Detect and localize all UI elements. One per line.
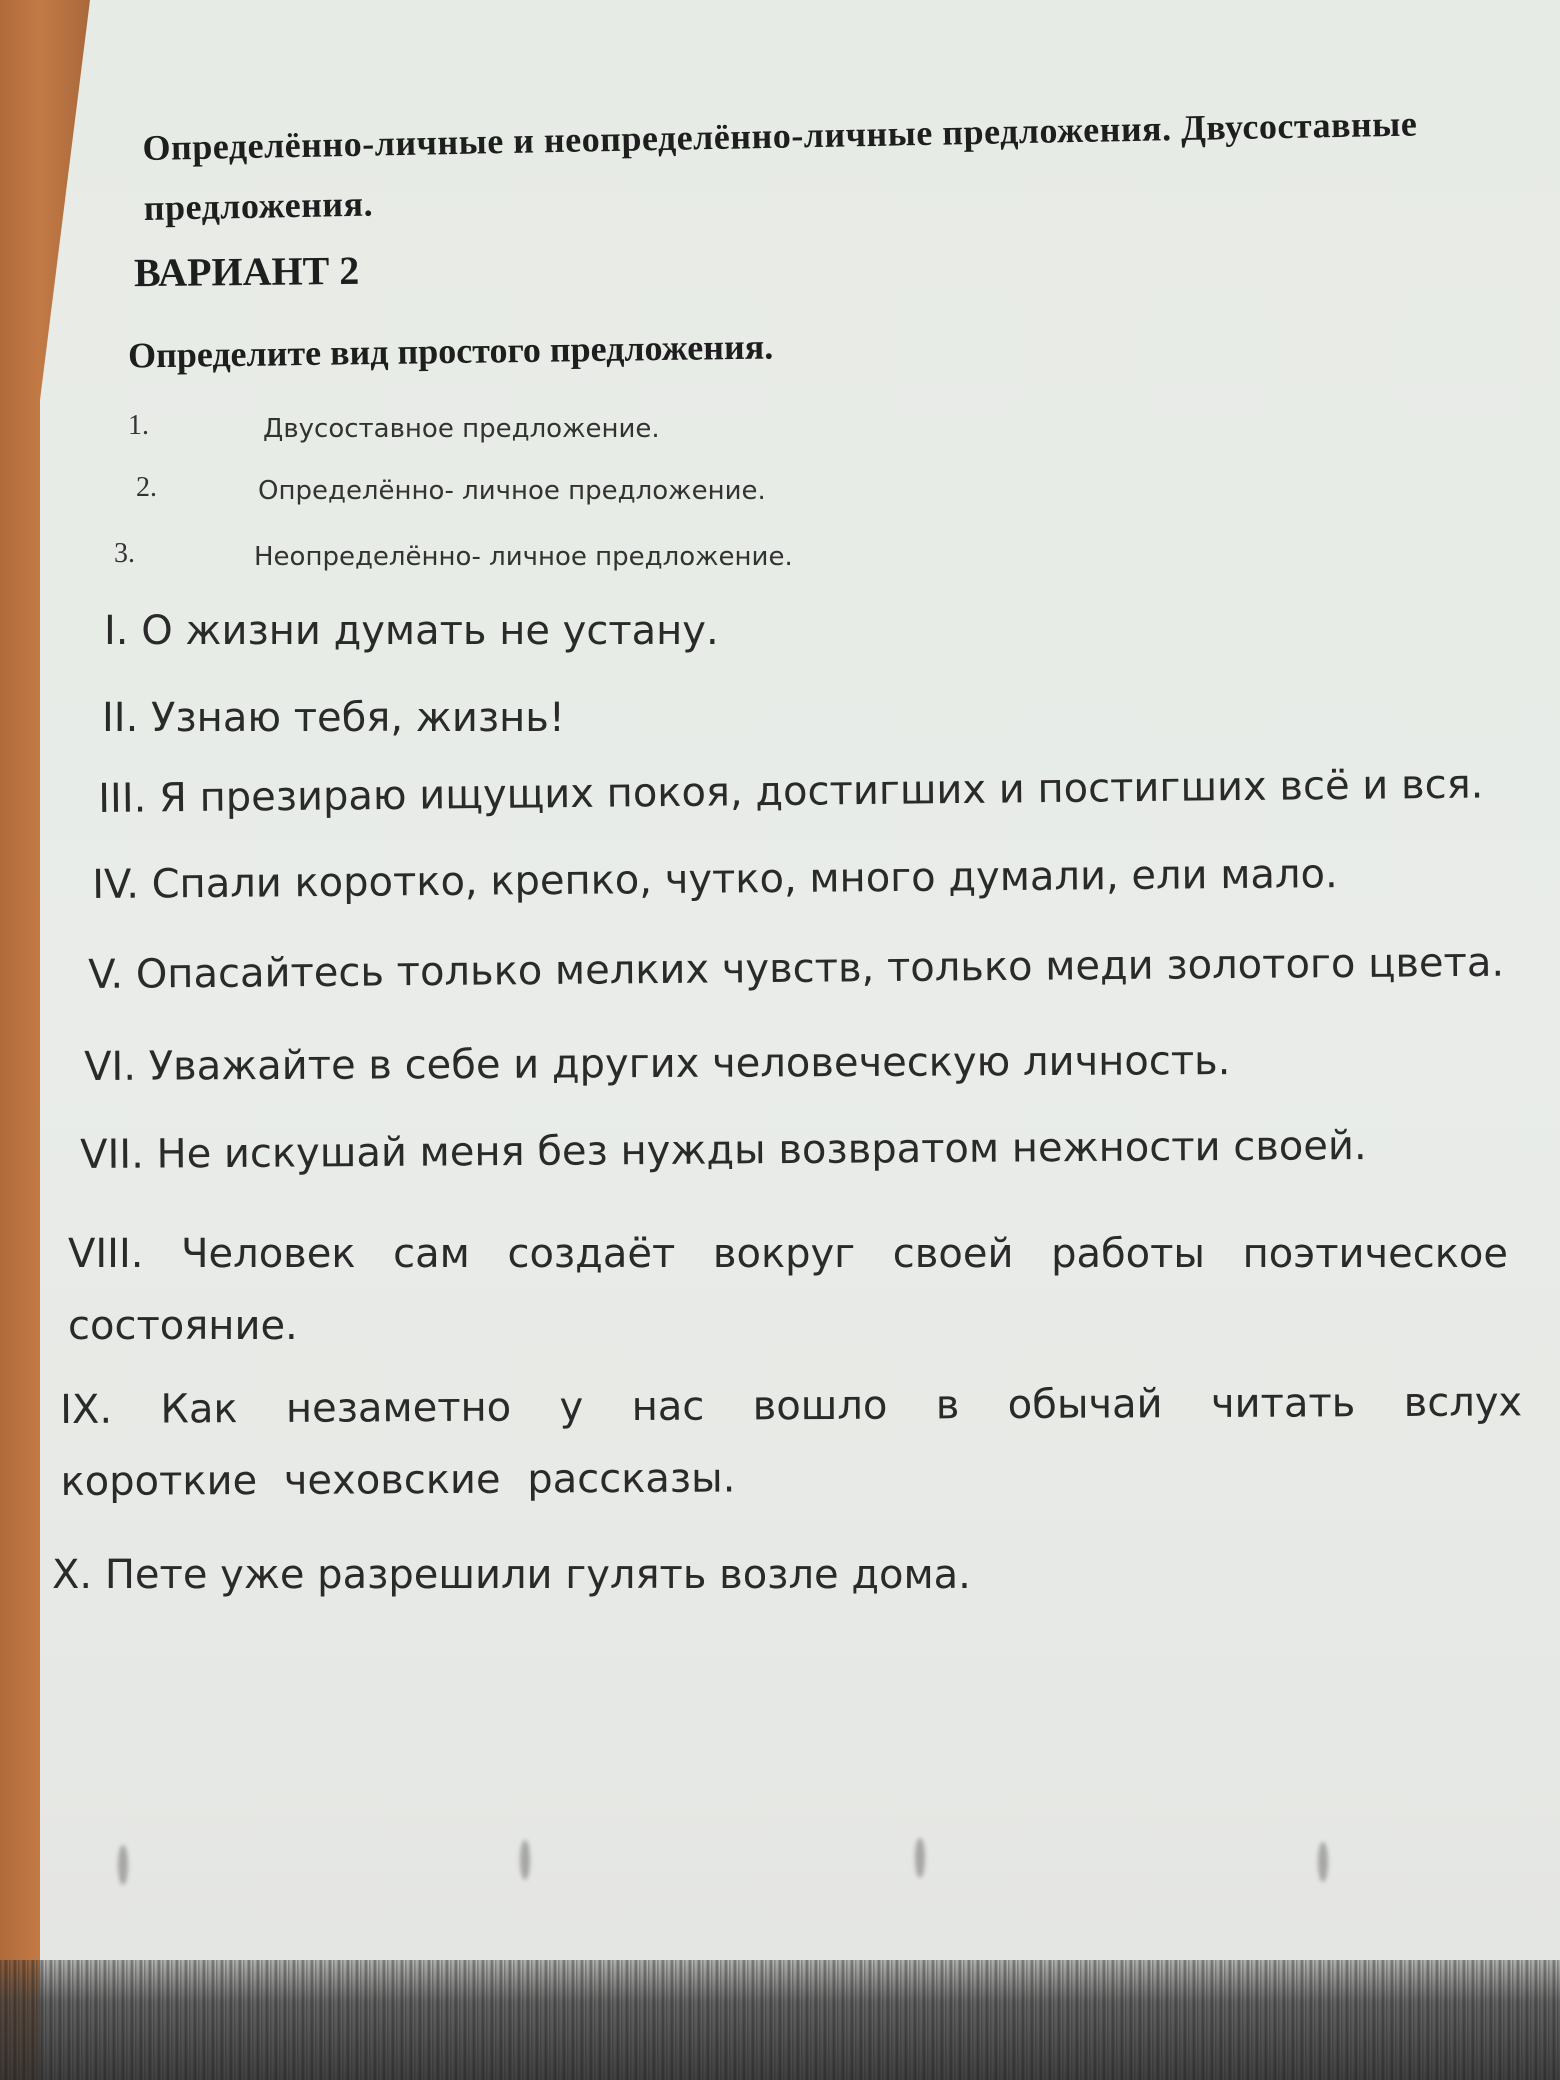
sentence-text: IX. Как незаметно у нас вошло в обычай читать вслух короткие чеховские рассказы. <box>60 1379 1523 1505</box>
option-text: Определённо- личное предложение. <box>258 476 766 506</box>
exercise-sentence: VI. Уважайте в себе и других человеческую личность. <box>84 1037 1231 1090</box>
exercise-sentence <box>68 1218 1508 1362</box>
task-instruction: Определите вид простого предложения. <box>127 326 774 376</box>
exercise-sentence: IV. Спали коротко, крепко, чутко, много думали, ели мало. <box>92 851 1338 908</box>
option-text: Неопределённо- личное предложение. <box>254 542 793 572</box>
option-number: 3. <box>114 538 135 569</box>
option-number: 2. <box>136 472 157 503</box>
exercise-sentence: III. Я презираю ищущих покоя, достигших и постигших всё и вся. <box>98 761 1484 822</box>
exercise-sentence: VII. Не искушай меня без нужды возвратом нежности своей. <box>80 1123 1367 1178</box>
exercise-sentence: X. Пете уже разрешили гулять возле дома. <box>52 1552 971 1598</box>
worksheet-title: Определённо-личные и неопределённо-личные предложения. Двусоставные предложения. <box>142 103 1418 228</box>
variant-heading: ВАРИАНТ 2 <box>133 247 360 296</box>
exercise-sentence: V. Опасайтесь только мелких чувств, только меди золотого цвета. <box>88 939 1505 998</box>
exercise-sentence: II. Узнаю тебя, жизнь! <box>102 695 565 741</box>
exercise-sentence: I. О жизни думать не устану. <box>104 608 719 654</box>
option-text: Двусоставное предложение. <box>263 414 660 444</box>
sentence-text: VIII. Человек сам создаёт вокруг своей работы поэтическое состояние. <box>68 1231 1508 1349</box>
option-number: 1. <box>128 410 149 441</box>
exercise-sentence <box>60 1366 1523 1518</box>
